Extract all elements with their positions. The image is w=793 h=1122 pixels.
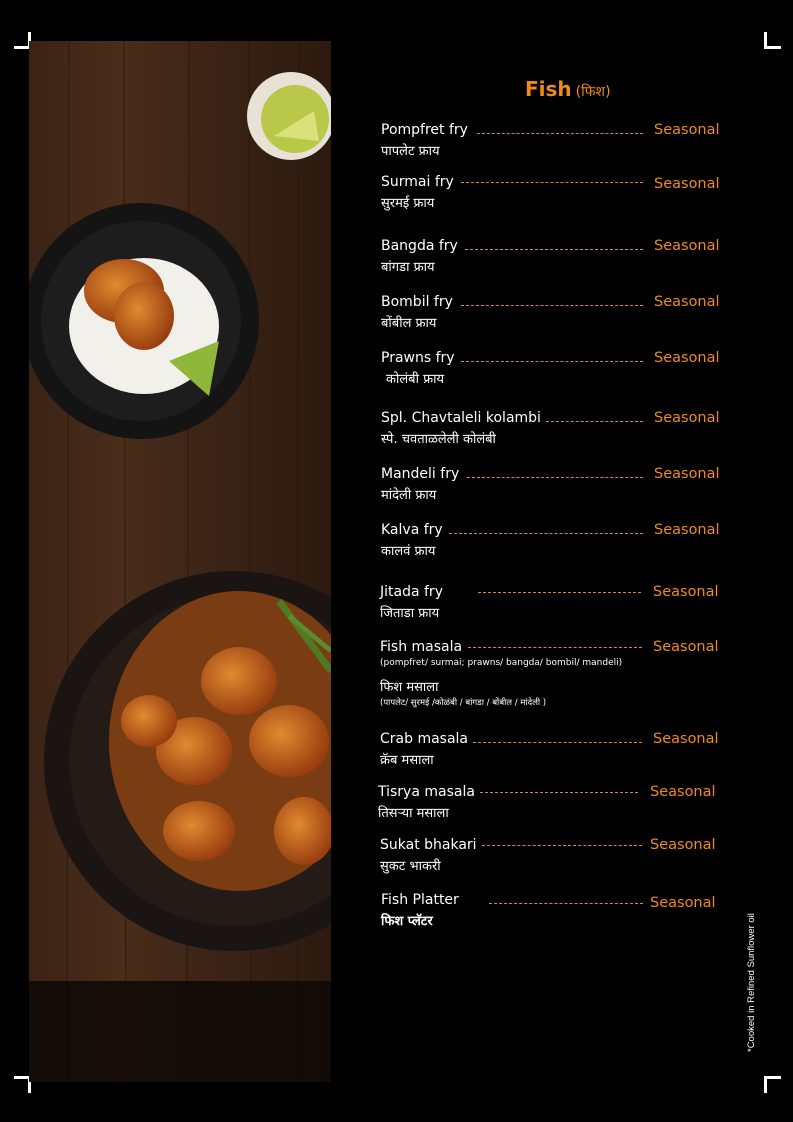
item-name: Kalva fry xyxy=(381,522,443,538)
dotted-leader xyxy=(473,742,642,743)
item-local-name: फिश मसाला xyxy=(380,680,439,695)
item-local-name: सुकट भाकरी xyxy=(380,859,441,874)
dotted-leader xyxy=(546,421,643,422)
item-local-name: तिसऱ्या मसाला xyxy=(378,806,449,821)
item-price: Seasonal xyxy=(650,837,716,853)
menu-item xyxy=(381,892,717,929)
item-price: Seasonal xyxy=(654,238,720,254)
dotted-leader xyxy=(478,592,641,593)
menu-item xyxy=(380,584,719,621)
item-price: Seasonal xyxy=(650,784,716,800)
menu-item xyxy=(380,731,719,768)
footnote: *Cooked in Refined Sunflower oil xyxy=(746,913,757,1052)
item-price: Seasonal xyxy=(653,639,719,655)
item-name: Crab masala xyxy=(380,731,469,747)
item-local-name: स्पे. चवताळलेली कोलंबी xyxy=(381,432,496,447)
item-name: Pompfret fry xyxy=(381,122,468,138)
dotted-leader xyxy=(489,903,643,904)
item-name: Spl. Chavtaleli kolambi xyxy=(381,410,541,426)
menu-item xyxy=(381,410,720,447)
item-name: Tisrya masala xyxy=(378,784,475,800)
item-name: Bombil fry xyxy=(381,294,453,310)
dotted-leader xyxy=(482,845,642,846)
item-local-name: कोलंबी फ्राय xyxy=(386,372,445,387)
item-name: Fish Platter xyxy=(381,892,459,908)
item-local-name: फिश प्लॅटर xyxy=(381,914,433,929)
menu-item xyxy=(381,466,720,503)
item-local-name: जिताडा फ्राय xyxy=(380,606,440,621)
dotted-leader xyxy=(465,249,643,250)
item-local-name: पापलेट फ्राय xyxy=(381,144,440,159)
crop-mark-top-right xyxy=(764,32,781,49)
item-local-name: कालवं फ्राय xyxy=(381,544,436,559)
menu-item xyxy=(380,639,719,708)
item-name: Surmai fry xyxy=(381,174,454,190)
menu-item xyxy=(381,294,720,331)
item-price: Seasonal xyxy=(654,176,720,192)
item-price: Seasonal xyxy=(654,122,720,138)
item-note-local: (पापलेट/ सुरमई /कोळंबी / बांगडा / बोंबील / मांदेली ) xyxy=(380,698,547,708)
dotted-leader xyxy=(477,133,643,134)
item-name: Prawns fry xyxy=(381,350,455,366)
crop-mark-bottom-right xyxy=(764,1076,781,1093)
item-price: Seasonal xyxy=(653,584,719,600)
item-price: Seasonal xyxy=(654,466,720,482)
item-local-name: मांदेली फ्राय xyxy=(381,488,437,503)
menu-item xyxy=(381,522,720,559)
item-local-name: बोंबील फ्राय xyxy=(381,316,437,331)
item-local-name: सुरमई फ्राय xyxy=(381,196,435,211)
item-name: Jitada fry xyxy=(380,584,443,600)
item-name: Mandeli fry xyxy=(381,466,460,482)
item-price: Seasonal xyxy=(650,895,716,911)
item-price: Seasonal xyxy=(654,410,720,426)
menu-item xyxy=(378,784,716,821)
dotted-leader xyxy=(461,182,643,183)
food-photo xyxy=(29,41,331,1082)
item-local-name: क्रॅब मसाला xyxy=(380,753,434,768)
dotted-leader xyxy=(449,533,643,534)
menu-item xyxy=(381,122,720,159)
menu-item xyxy=(380,837,716,874)
dotted-leader xyxy=(468,647,642,648)
menu-item xyxy=(381,238,720,275)
item-price: Seasonal xyxy=(654,294,720,310)
item-price: Seasonal xyxy=(654,522,720,538)
dotted-leader xyxy=(461,361,643,362)
item-price: Seasonal xyxy=(654,350,720,366)
item-price: Seasonal xyxy=(653,731,719,747)
section-title-local: (फिश) xyxy=(575,84,611,100)
item-note: (pompfret/ surmai; prawns/ bangda/ bombil/ mandeli) xyxy=(380,658,623,668)
item-name: Sukat bhakari xyxy=(380,837,477,853)
menu-item xyxy=(381,350,720,387)
section-title-text: Fish xyxy=(525,77,572,101)
dotted-leader xyxy=(467,477,643,478)
dotted-leader xyxy=(480,792,638,793)
dotted-leader xyxy=(461,305,643,306)
item-name: Bangda fry xyxy=(381,238,458,254)
section-title xyxy=(525,77,611,101)
item-local-name: बांगडा फ्राय xyxy=(381,260,435,275)
menu-item xyxy=(381,174,720,211)
item-name: Fish masala xyxy=(380,639,463,655)
